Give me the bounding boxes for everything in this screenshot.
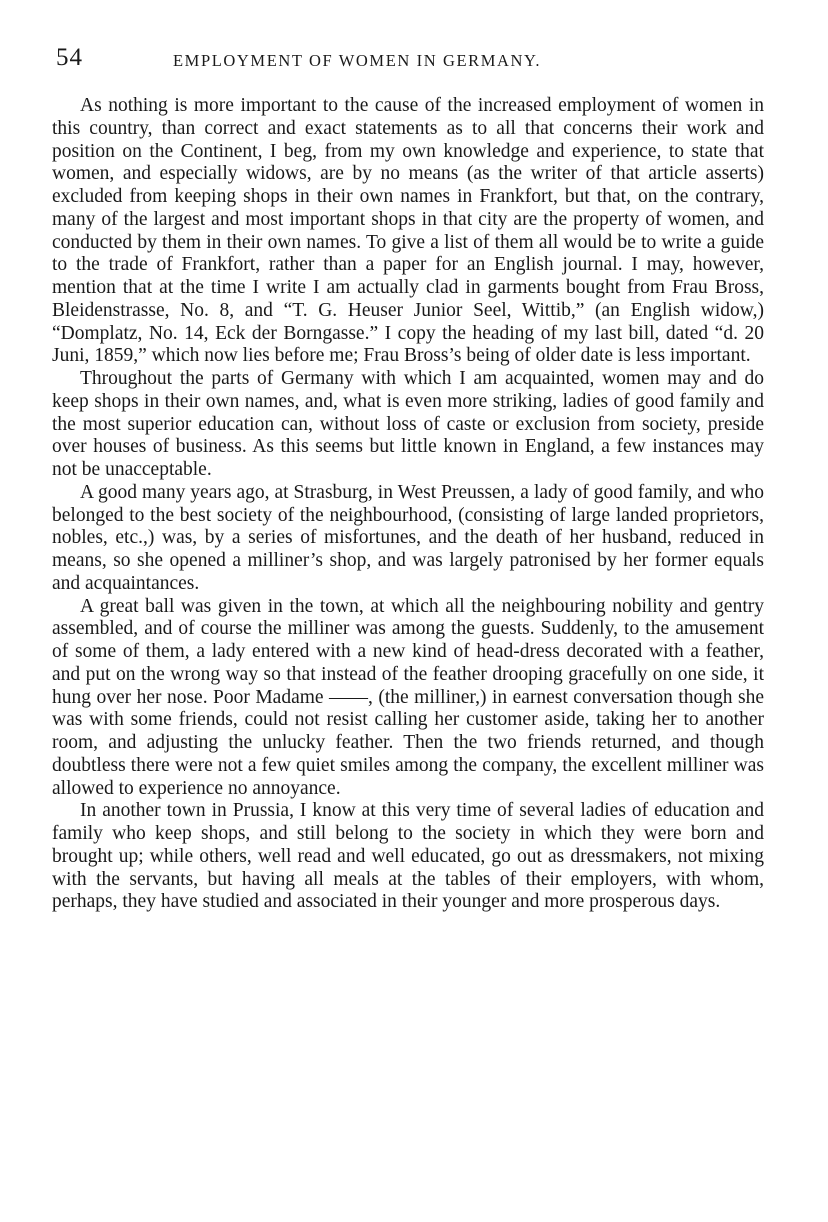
paragraph-1: As nothing is more important to the cause of the increased employment of women in this country, than correct and exact statements as to all that concerns their work and position on the Continent, I beg, from my own knowledge and experience, to state that women, and especially widows, are by no means (as the writer of that article asserts) excluded from keeping shops in their own names in Frankfort, but that, on the contrary, many of the largest and most important shops in that city are the property of women, and conducted by them in their own names. To give a list of them all would be to write a guide to the trade of Frankfort, rather than a paper for an English journal. I may, however, mention that at the time I write I am actually clad in garments bought from Frau Bross, Bleidenstrasse, No. 8, and “T. G. Heuser Junior Seel, Wittib,” (an English widow,) “Domplatz, No. 14, Eck der Borngasse.” I copy the heading of my last bill, dated “d. 20 Juni, 1859,” which now lies before me; Frau Bross’s being of older date is less important. (52, 95, 764, 367)
body-text (52, 95, 764, 914)
paragraph-4: A great ball was given in the town, at which all the neighbouring nobility and gentry assembled, and of course the milliner was among the guests. Suddenly, to the amusement of some of them, a lady entered with a new kind of head-dress decorated with a feather, and put on the wrong way so that instead of the feather drooping gracefully on one side, it hung over her nose. Poor Madame ——, (the milliner,) in earnest conversation though she was with some friends, could not resist calling her customer aside, taking her to another room, and adjusting the unlucky feather. Then the two friends returned, and though doubtless there were not a few quiet smiles among the company, the excellent milliner was allowed to experience no annoyance. (52, 595, 764, 799)
running-head (52, 44, 764, 78)
running-head-title: EMPLOYMENT OF WOMEN IN GERMANY. (173, 51, 542, 70)
paragraph-3: A good many years ago, at Strasburg, in West Preussen, a lady of good family, and who belonged to the best society of the neighbourhood, (consisting of large landed proprietors, nobles, etc.,) was, by a series of misfortunes, and the death of her husband, reduced in means, so she opened a milliner’s shop, and was largely patronised by her former equals and acquaintances. (52, 481, 764, 594)
paragraph-5: In another town in Prussia, I know at this very time of several ladies of education and family who keep shops, and still belong to the society in which they were born and brought up; while others, well read and well educated, go out as dressmakers, not mixing with the servants, but having all meals at the tables of their employers, with whom, perhaps, they have studied and associated in their younger and more prosperous days. (52, 800, 764, 913)
book-page (52, 44, 764, 913)
page-number: 54 (56, 44, 83, 71)
paragraph-2: Throughout the parts of Germany with which I am acquainted, women may and do keep shops in their own names, and, what is even more striking, ladies of good family and the most superior education can, without loss of caste or exclusion from society, preside over houses of business. As this seems but little known in England, a few instances may not be unacceptable. (52, 368, 764, 480)
